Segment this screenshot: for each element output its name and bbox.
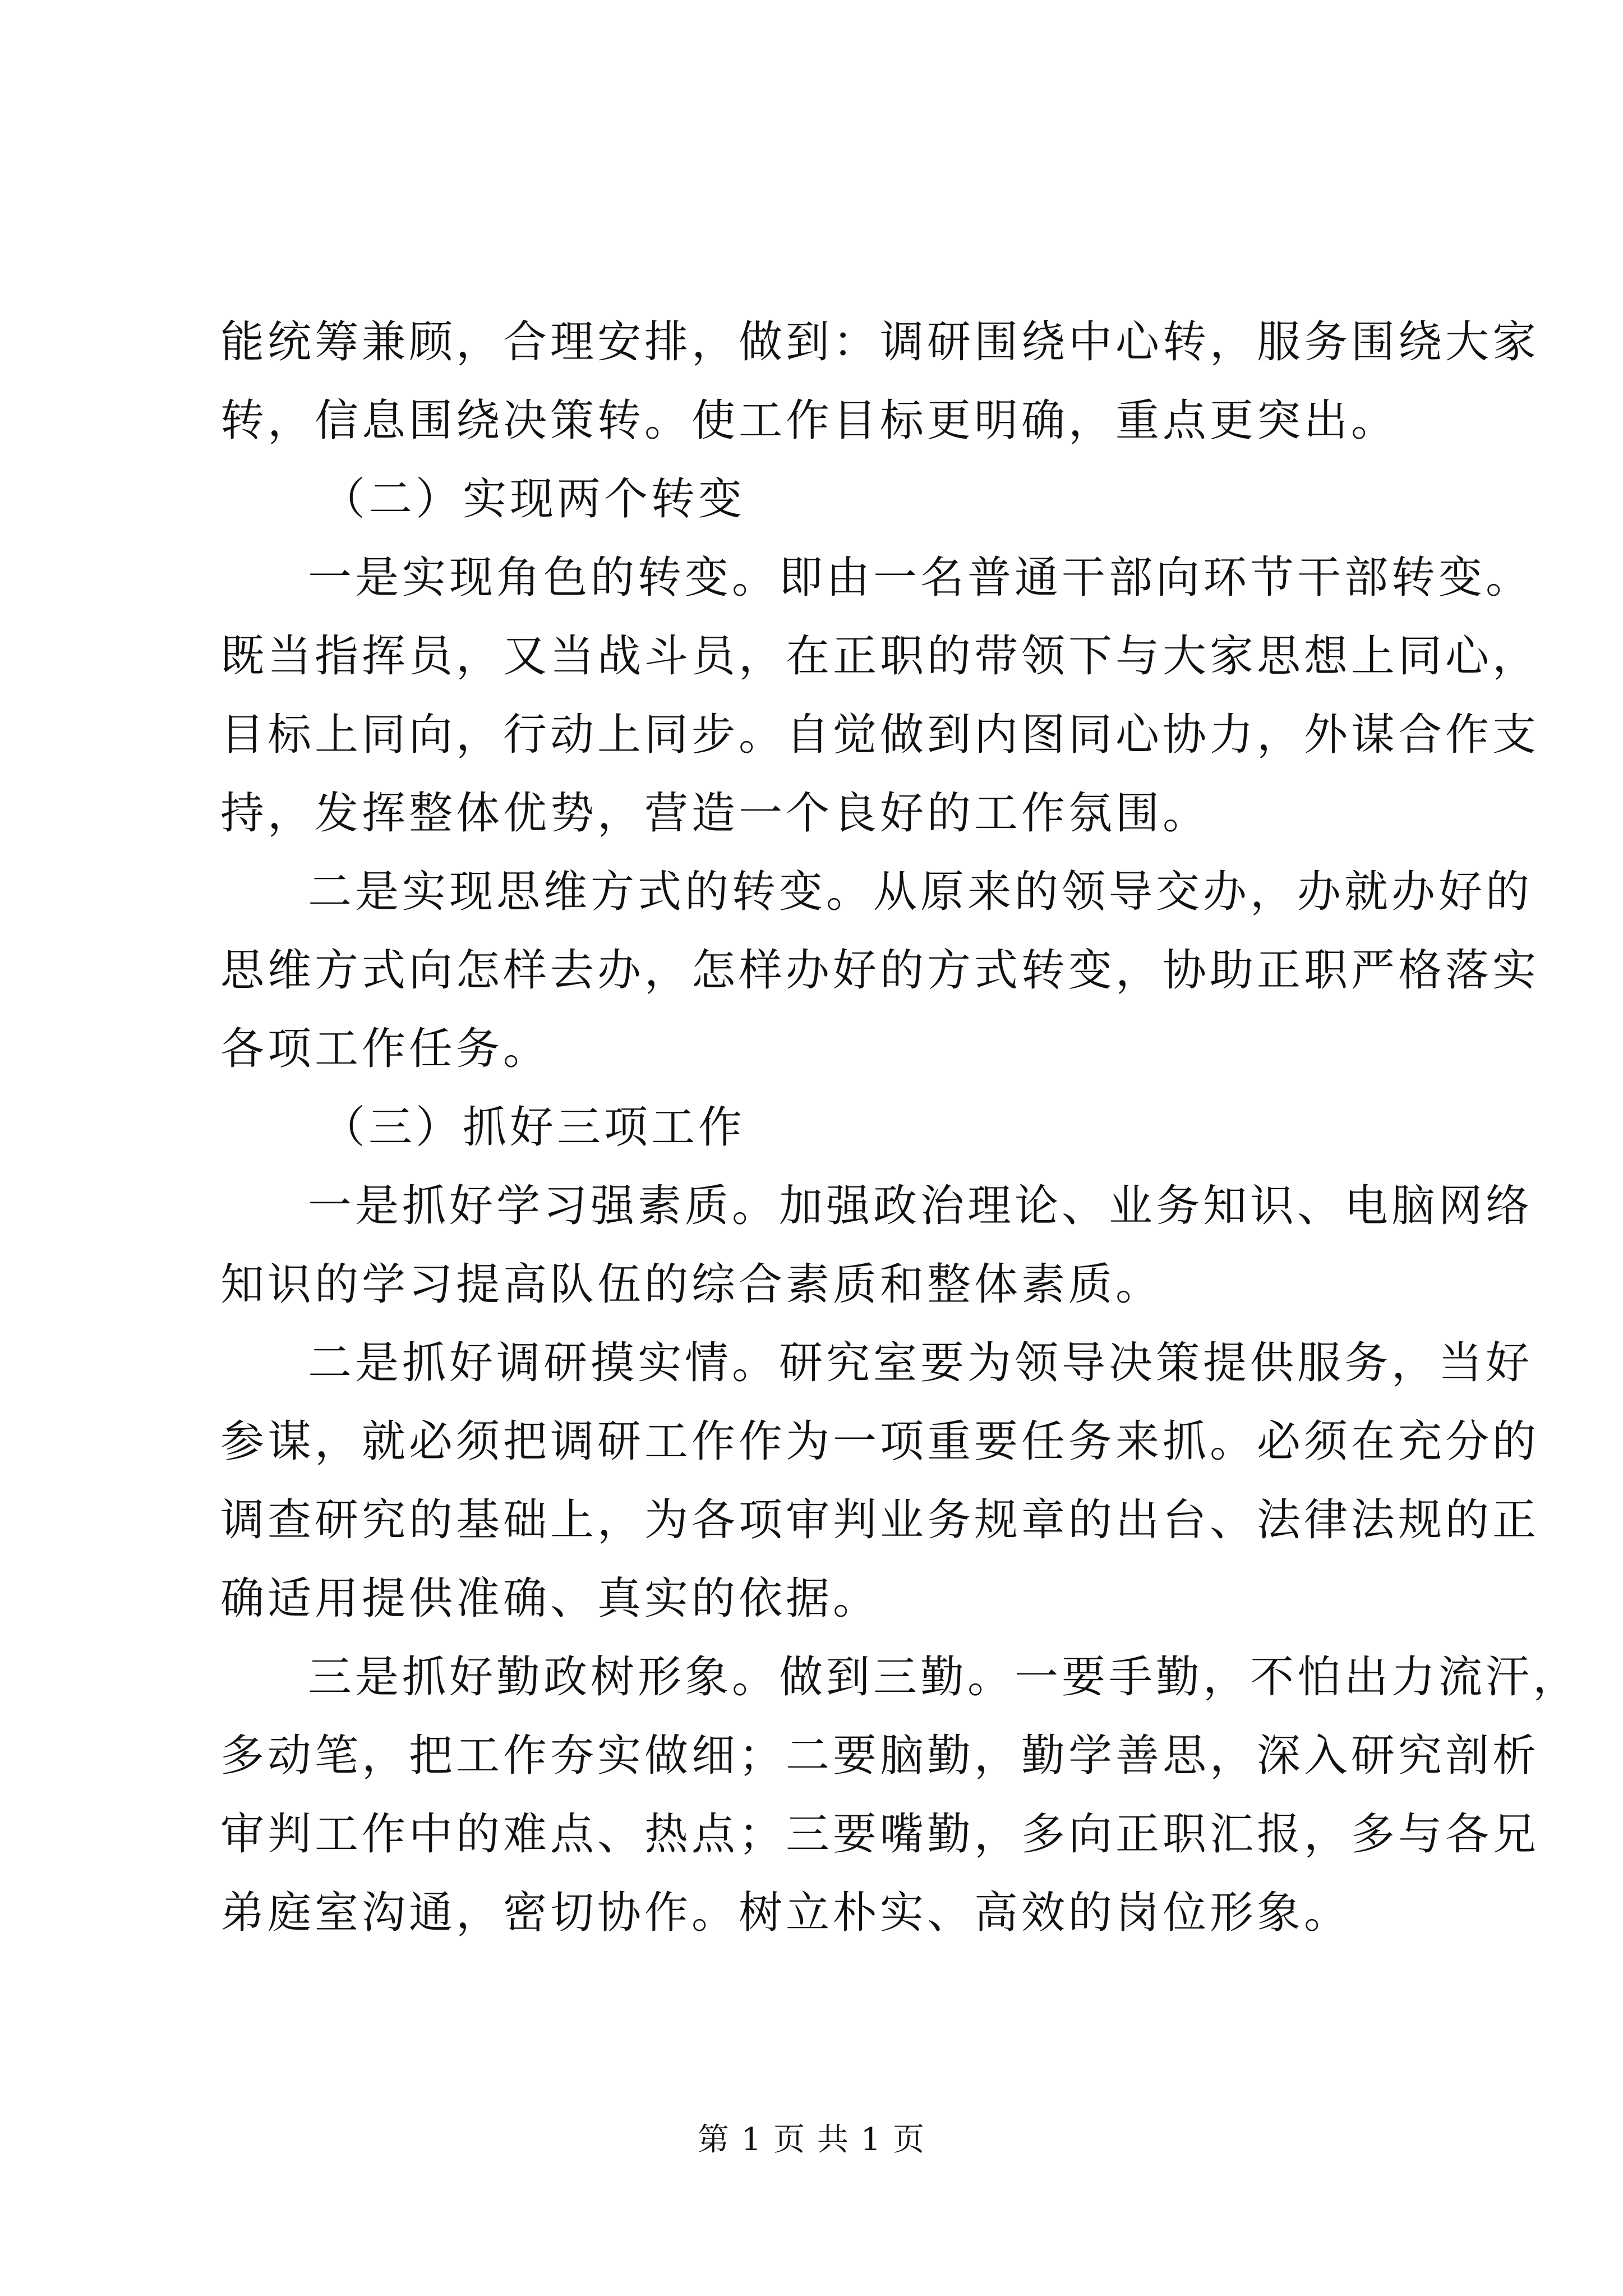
paragraph-line: 思维方式向怎样去办，怎样办好的方式转变，协助正职严格落实: [220, 945, 1540, 996]
paragraph-line: 二是抓好调研摸实情。研究室要为领导决策提供服务，当好: [308, 1338, 1533, 1388]
paragraph-line: 一是实现角色的转变。即由一名普通干部向环节干部转变。: [308, 553, 1533, 603]
section-heading: （三）抓好三项工作: [321, 1102, 746, 1153]
paragraph-line: 能统筹兼顾，合理安排，做到：调研围绕中心转，服务围绕大家: [220, 317, 1540, 367]
section-heading: （二）实现两个转变: [321, 474, 746, 524]
paragraph-line: 二是实现思维方式的转变。从原来的领导交办，办就办好的: [308, 867, 1533, 917]
paragraph-line: 弟庭室沟通，密切协作。树立朴实、高效的岗位形象。: [220, 1888, 1352, 1938]
paragraph-line: 一是抓好学习强素质。加强政治理论、业务知识、电脑网络: [308, 1181, 1533, 1231]
document-body: [220, 303, 1580, 1952]
paragraph-line: 确适用提供准确、真实的依据。: [220, 1573, 880, 1624]
paragraph-line: 参谋，就必须把调研工作作为一项重要任务来抓。必须在充分的: [220, 1416, 1540, 1467]
paragraph-line: 多动笔，把工作夯实做细；二要脑勤，勤学善思，深入研究剖析: [220, 1731, 1540, 1781]
paragraph-line: 目标上同向，行动上同步。自觉做到内图同心协力，外谋合作支: [220, 710, 1540, 760]
paragraph-line: 转，信息围绕决策转。使工作目标更明确，重点更突出。: [220, 395, 1399, 446]
paragraph-line: 调查研究的基础上，为各项审判业务规章的出台、法律法规的正: [220, 1495, 1540, 1545]
paragraph-line: 三是抓好勤政树形象。做到三勤。一要手勤，不怕出力流汗，: [308, 1652, 1580, 1703]
paragraph-line: 各项工作任务。: [220, 1024, 551, 1074]
paragraph-line: 持，发挥整体优势，营造一个良好的工作氛围。: [220, 788, 1210, 839]
paragraph-line: 审判工作中的难点、热点；三要嘴勤，多向正职汇报，多与各兄: [220, 1809, 1540, 1860]
page-footer: 第 1 页 共 1 页: [697, 2122, 926, 2158]
paragraph-line: 既当指挥员，又当战斗员，在正职的带领下与大家思想上同心，: [220, 631, 1540, 682]
paragraph-line: 知识的学习提高队伍的综合素质和整体素质。: [220, 1259, 1163, 1310]
